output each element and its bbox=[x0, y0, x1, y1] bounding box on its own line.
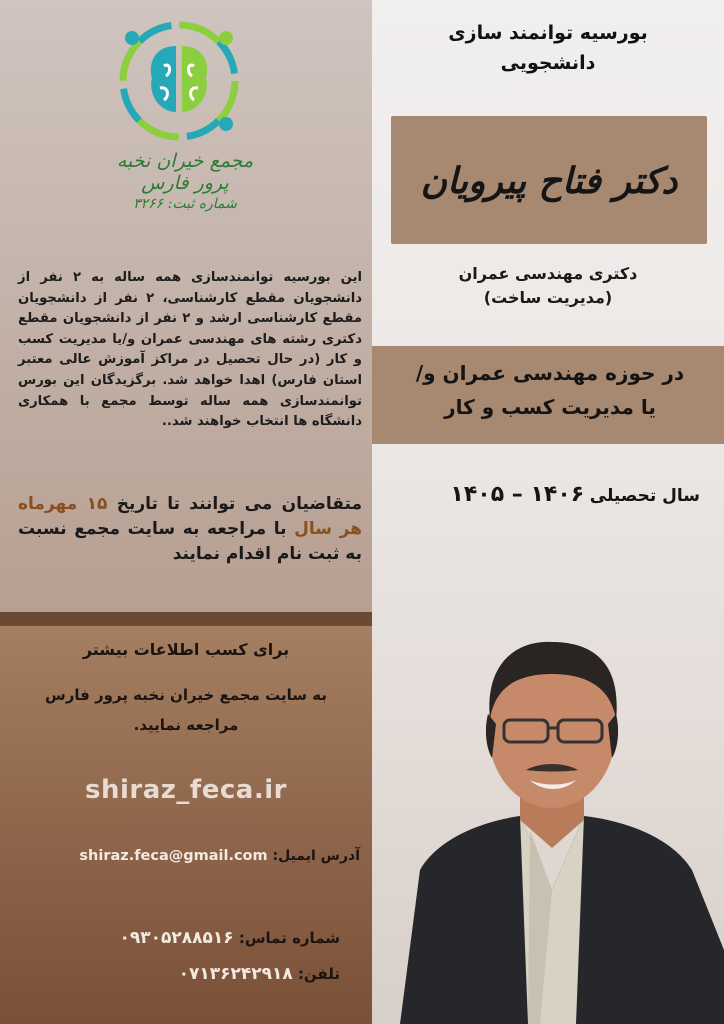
more-info-title: برای کسب اطلاعات بیشتر bbox=[82, 640, 290, 659]
field-line1: در حوزه مهندسی عمران و/ bbox=[415, 361, 685, 385]
intro-paragraph: این بورسیه توانمندسازی همه ساله به ۲ نفر از دانشجویان مقطع کارشناسی، ۲ نفر از دانشجویان مقطع کارشناسی ارشد و ۲ نفر از دانشجویان مقطع دکتری رشته های مهندسی عمران و/یا مدیریت کسب و کار (در حال تحصیل در مراکز آموزش عالی معتبر استان فارس) اهدا خواهد شد. برگزیدگان این بورس توانمندسازی همه ساله توسط مجمع با همکاری دانشگاه ها انتخاب خواهند شد.. bbox=[18, 270, 362, 430]
registration-number: شماره ثبت: ۳۲۶۶ bbox=[133, 196, 237, 212]
degree-line2: (مدیریت ساخت) bbox=[483, 288, 613, 307]
more-info-body: به سایت مجمع خیران نخبه پرور فارس مراجعه نمایید. bbox=[45, 686, 327, 734]
email-value[interactable]: shiraz.feca@gmail.com bbox=[79, 848, 268, 864]
email-label: آدرس ایمیل: bbox=[272, 848, 360, 864]
field-text bbox=[390, 356, 710, 424]
phone-label: تلفن: bbox=[297, 965, 340, 983]
deadline-part2: با مراجعه به سایت مجمع نسبت به ثبت نام اقدام نمایند bbox=[18, 519, 362, 564]
contact-row bbox=[40, 928, 340, 948]
deadline-date: ۱۵ مهرماه هر سال bbox=[18, 494, 362, 539]
poster-title bbox=[380, 18, 716, 78]
degree bbox=[380, 262, 716, 310]
degree-line1: دکتری مهندسی عمران bbox=[458, 264, 638, 283]
website-link[interactable]: shiraz_feca.ir bbox=[85, 775, 287, 805]
contact-value[interactable]: ۰۹۳۰۵۲۸۸۵۱۶ bbox=[119, 928, 234, 948]
title-line2: دانشجویی bbox=[500, 52, 596, 74]
academic-year bbox=[380, 482, 700, 507]
phone-value[interactable]: ۰۷۱۳۶۲۴۲۹۱۸ bbox=[178, 964, 293, 984]
year-label: سال تحصیلی bbox=[589, 486, 700, 506]
divider-band bbox=[0, 612, 372, 626]
portrait-photo bbox=[380, 620, 724, 1024]
title-line1: بورسیه توانمند سازی bbox=[448, 22, 648, 44]
deadline-part1: متقاضیان می توانند تا تاریخ bbox=[116, 494, 362, 514]
contact-label: شماره تماس: bbox=[238, 929, 340, 947]
organization-logo bbox=[114, 16, 244, 146]
year-value: ۱۴۰۶ – ۱۴۰۵ bbox=[450, 482, 585, 507]
organization-name: مجمع خیران نخبه پرور فارس bbox=[116, 150, 254, 194]
email-row bbox=[18, 848, 360, 864]
person-name: دکتر فتاح پیرویان bbox=[420, 160, 678, 202]
field-line2: یا مدیریت کسب و کار bbox=[444, 395, 656, 419]
deadline-paragraph bbox=[18, 492, 362, 567]
phone-row bbox=[40, 964, 340, 984]
